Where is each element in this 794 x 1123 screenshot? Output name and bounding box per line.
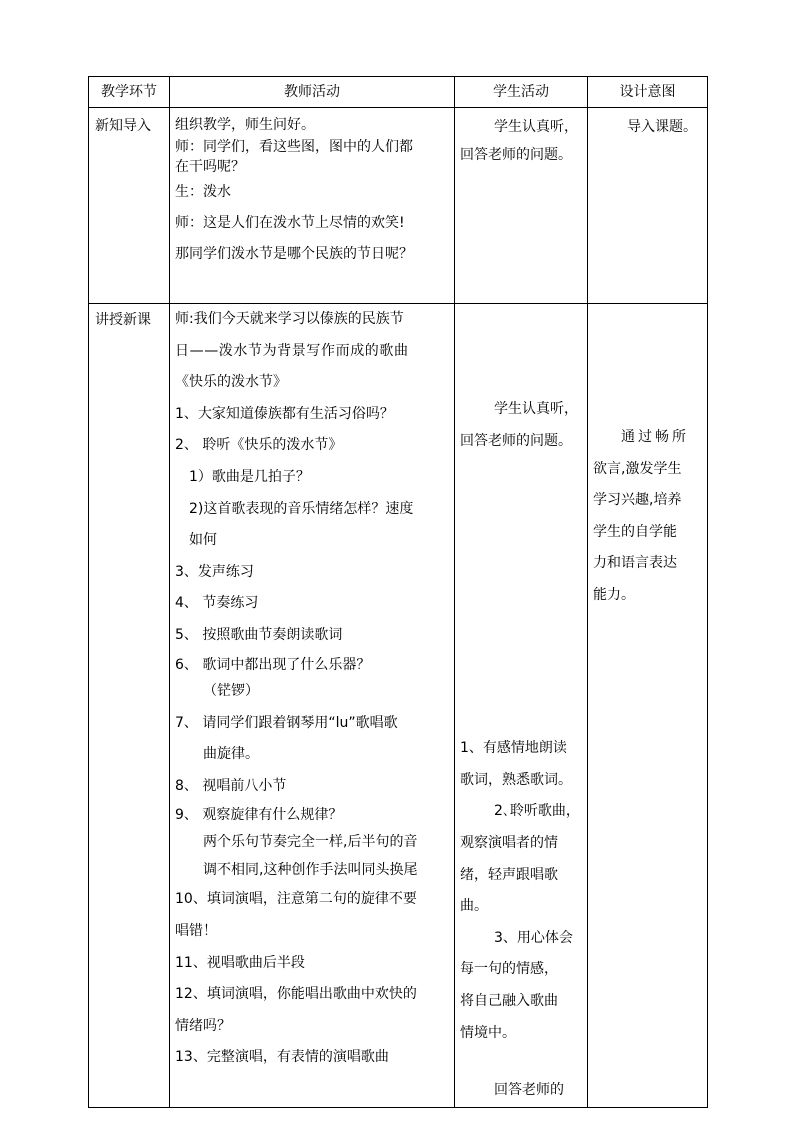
teacher-line: 那同学们泼水节是哪个民族的节日呢？: [175, 246, 413, 262]
student-line: 将自己融入歌曲: [460, 992, 558, 1009]
student-line: 3、用心体会: [494, 929, 573, 946]
intent-line: 力和语言表达: [593, 555, 677, 572]
teacher-line: 1）歌曲是几拍子？: [189, 468, 310, 485]
teacher-line: 情绪吗？: [175, 1017, 231, 1034]
spacer: [460, 457, 582, 733]
teacher-line: 日——泼水节为背景写作而成的歌曲: [175, 342, 409, 359]
teacher-line: 生：泼水: [175, 184, 231, 200]
student-line: 回答老师的问题。: [460, 147, 572, 163]
teacher-line: 10、填词演唱，注意第二句的旋律不要: [175, 891, 417, 908]
teacher-line: 12、填词演唱，你能唱出歌曲中欢快的: [175, 986, 417, 1003]
student-line: 歌词，熟悉歌词。: [460, 771, 572, 788]
teacher-line: 曲旋律。: [203, 746, 259, 763]
lesson-plan-table: [88, 76, 708, 1108]
stage-cell: [89, 108, 170, 304]
teacher-line: 《快乐的泼水节》: [175, 374, 287, 391]
teacher-line: 师：这是人们在泼水节上尽情的欢笑!: [175, 215, 405, 231]
teacher-line: 7、 请同学们跟着钢琴用“lu”歌唱歌: [175, 714, 398, 731]
intent-line: 学习兴趣,培养: [593, 492, 682, 509]
header-stage: 教学环节: [89, 77, 170, 108]
teacher-line: 9、 观察旋律有什么规律？: [175, 807, 343, 824]
student-line: 回答老师的问题。: [460, 432, 572, 449]
design-intent-cell: [588, 108, 708, 304]
teacher-line: 8、 视唱前八小节: [175, 777, 287, 794]
teacher-line: 组织教学，师生问好。: [175, 117, 315, 133]
intent-line: 能力。: [593, 586, 635, 603]
teacher-line: 两个乐句节奏完全一样,后半句的音: [203, 834, 418, 851]
intent-line: 通过畅所: [621, 429, 689, 445]
intent-line: 学生的自学能: [593, 523, 677, 540]
stage-label: 新知导入: [95, 118, 151, 134]
student-line: 学生认真听，: [494, 401, 578, 417]
student-line: 曲。: [460, 898, 488, 915]
stage-cell: [89, 304, 170, 1108]
teacher-line: 2)这首歌表现的音乐情绪怎样？速度: [189, 500, 414, 517]
teacher-line: 13、完整演唱，有表情的演唱歌曲: [175, 1049, 389, 1066]
teacher-line: 11、视唱歌曲后半段: [175, 954, 305, 971]
student-line: 2､聆听歌曲，: [494, 803, 580, 820]
teacher-line: 师：同学们，看这些图，图中的人们都: [175, 139, 413, 155]
student-activity-cell: [455, 304, 588, 1108]
table-row-intro: [89, 108, 708, 304]
intent-line: 欲言,激发学生: [593, 460, 682, 477]
intent-line: 导入课题。: [627, 119, 697, 135]
student-line: 绪，轻声跟唱歌: [460, 866, 558, 883]
header-teacher-activity: 教师活动: [170, 77, 455, 108]
spacer: [460, 304, 582, 394]
student-line: 情境中。: [460, 1024, 516, 1041]
teacher-line: 4、 节奏练习: [175, 595, 259, 612]
spacer: [593, 304, 702, 422]
student-line: 每一句的情感，: [460, 961, 558, 978]
teacher-line: 唱错！: [175, 922, 217, 939]
spacer: [460, 1049, 582, 1075]
stage-label: 讲授新课: [95, 312, 151, 328]
teacher-line: 3、发声练习: [175, 563, 254, 580]
header-student-activity: 学生活动: [455, 77, 588, 108]
teacher-line: （铓锣）: [203, 682, 259, 699]
teacher-line: 在干吗呢？: [175, 159, 245, 175]
table-header-row: [89, 77, 708, 108]
student-line: 观察演唱者的情: [460, 834, 558, 851]
teacher-activity-cell: [170, 108, 455, 304]
teacher-line: 调不相同,这种创作手法叫同头换尾: [203, 862, 418, 879]
teacher-line: 5、 按照歌曲节奏朗读歌词: [175, 626, 343, 643]
teacher-line: 师:我们今天就来学习以傣族的民族节: [175, 311, 404, 327]
teacher-line: 1、大家知道傣族都有生活习俗吗？: [175, 405, 394, 422]
teacher-line: 2、 聆听《快乐的泼水节》: [175, 437, 343, 454]
student-line: 回答老师的: [494, 1082, 564, 1099]
teacher-line: 如何: [189, 532, 217, 549]
table-row-new-lesson: [89, 304, 708, 1108]
header-design-intent: 设计意图: [588, 77, 708, 108]
design-intent-cell: [588, 304, 708, 1108]
student-activity-cell: [455, 108, 588, 304]
teacher-activity-cell: [170, 304, 455, 1108]
teacher-line: 6、 歌词中都出现了什么乐器？: [175, 656, 371, 673]
student-line: 1、有感情地朗读: [460, 740, 567, 757]
student-line: 学生认真听，: [494, 119, 578, 135]
